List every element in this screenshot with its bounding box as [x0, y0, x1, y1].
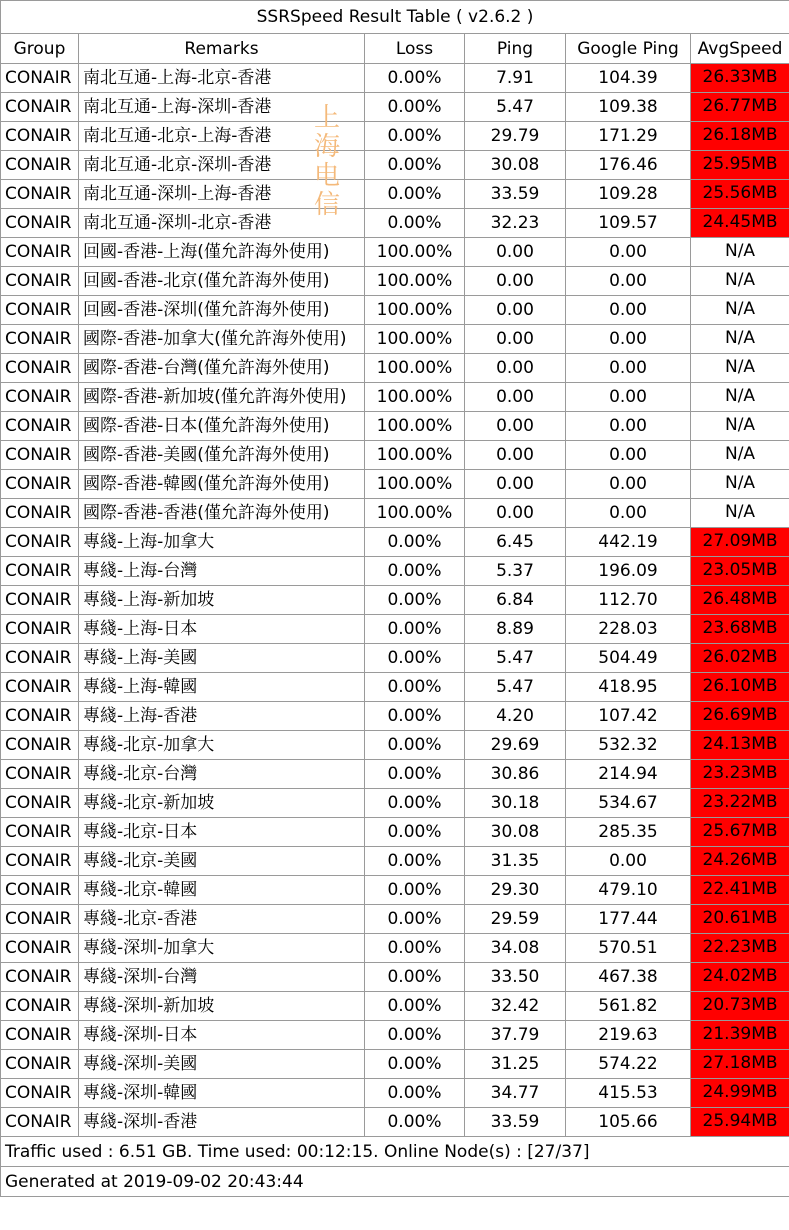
cell-group: CONAIR: [1, 1050, 79, 1079]
table-row: [1, 470, 789, 499]
cell-loss: 0.00%: [365, 847, 465, 876]
cell-loss: 0.00%: [365, 151, 465, 180]
cell-ping: 0.00: [465, 296, 566, 325]
cell-google-ping: 176.46: [566, 151, 691, 180]
cell-ping: 29.69: [465, 731, 566, 760]
table-row: [1, 499, 789, 528]
footer-generated-row: [1, 1167, 789, 1197]
cell-remarks: 國際-香港-台灣(僅允許海外使用): [79, 354, 365, 383]
cell-remarks: 回國-香港-深圳(僅允許海外使用): [79, 296, 365, 325]
cell-remarks: 專綫-北京-美國: [79, 847, 365, 876]
table-title: SSRSpeed Result Table ( v2.6.2 ): [1, 1, 789, 34]
cell-group: CONAIR: [1, 644, 79, 673]
cell-loss: 100.00%: [365, 470, 465, 499]
header-ping: Ping: [465, 34, 566, 64]
cell-ping: 34.08: [465, 934, 566, 963]
cell-group: CONAIR: [1, 325, 79, 354]
header-row: [1, 34, 789, 64]
cell-group: CONAIR: [1, 238, 79, 267]
cell-loss: 0.00%: [365, 586, 465, 615]
cell-remarks: 專綫-北京-日本: [79, 818, 365, 847]
cell-group: CONAIR: [1, 93, 79, 122]
cell-google-ping: 104.39: [566, 64, 691, 93]
cell-ping: 33.50: [465, 963, 566, 992]
generated-timestamp: Generated at 2019-09-02 20:43:44: [1, 1167, 789, 1197]
cell-google-ping: 0.00: [566, 325, 691, 354]
cell-ping: 30.08: [465, 818, 566, 847]
cell-google-ping: 0.00: [566, 441, 691, 470]
cell-remarks: 南北互通-北京-深圳-香港: [79, 151, 365, 180]
cell-group: CONAIR: [1, 557, 79, 586]
cell-remarks: 國際-香港-香港(僅允許海外使用): [79, 499, 365, 528]
cell-group: CONAIR: [1, 383, 79, 412]
cell-avgspeed: 25.95MB: [691, 151, 789, 180]
cell-remarks: 專綫-上海-台灣: [79, 557, 365, 586]
cell-avgspeed: 25.67MB: [691, 818, 789, 847]
cell-ping: 34.77: [465, 1079, 566, 1108]
cell-remarks: 專綫-深圳-加拿大: [79, 934, 365, 963]
cell-ping: 0.00: [465, 383, 566, 412]
cell-remarks: 回國-香港-北京(僅允許海外使用): [79, 267, 365, 296]
cell-avgspeed: 20.73MB: [691, 992, 789, 1021]
cell-group: CONAIR: [1, 876, 79, 905]
cell-loss: 0.00%: [365, 1079, 465, 1108]
cell-ping: 33.59: [465, 1108, 566, 1137]
cell-remarks: 專綫-上海-日本: [79, 615, 365, 644]
cell-remarks: 專綫-北京-新加坡: [79, 789, 365, 818]
table-row: [1, 296, 789, 325]
cell-remarks: 專綫-上海-加拿大: [79, 528, 365, 557]
cell-google-ping: 534.67: [566, 789, 691, 818]
cell-ping: 32.23: [465, 209, 566, 238]
cell-loss: 100.00%: [365, 354, 465, 383]
cell-avgspeed: 26.48MB: [691, 586, 789, 615]
cell-remarks: 國際-香港-日本(僅允許海外使用): [79, 412, 365, 441]
cell-group: CONAIR: [1, 412, 79, 441]
watermark-char: 海: [313, 132, 340, 162]
cell-group: CONAIR: [1, 499, 79, 528]
cell-loss: 0.00%: [365, 64, 465, 93]
watermark-char: 信: [313, 190, 340, 220]
cell-remarks: 南北互通-深圳-上海-香港: [79, 180, 365, 209]
table-row: [1, 151, 789, 180]
cell-remarks: 專綫-北京-台灣: [79, 760, 365, 789]
table-row: [1, 354, 789, 383]
cell-group: CONAIR: [1, 528, 79, 557]
cell-ping: 29.30: [465, 876, 566, 905]
cell-google-ping: 109.38: [566, 93, 691, 122]
cell-google-ping: 0.00: [566, 470, 691, 499]
cell-loss: 0.00%: [365, 615, 465, 644]
cell-google-ping: 112.70: [566, 586, 691, 615]
cell-avgspeed: N/A: [691, 412, 789, 441]
cell-google-ping: 570.51: [566, 934, 691, 963]
cell-loss: 100.00%: [365, 325, 465, 354]
cell-ping: 0.00: [465, 412, 566, 441]
cell-google-ping: 285.35: [566, 818, 691, 847]
cell-loss: 0.00%: [365, 122, 465, 151]
cell-loss: 0.00%: [365, 1108, 465, 1137]
cell-ping: 5.47: [465, 93, 566, 122]
cell-remarks: 專綫-深圳-新加坡: [79, 992, 365, 1021]
cell-ping: 0.00: [465, 325, 566, 354]
cell-loss: 100.00%: [365, 441, 465, 470]
cell-loss: 0.00%: [365, 905, 465, 934]
table-row: [1, 209, 789, 238]
table-row: [1, 760, 789, 789]
cell-loss: 100.00%: [365, 238, 465, 267]
cell-remarks: 國際-香港-加拿大(僅允許海外使用): [79, 325, 365, 354]
cell-avgspeed: 24.02MB: [691, 963, 789, 992]
table-row: [1, 876, 789, 905]
cell-avgspeed: 26.10MB: [691, 673, 789, 702]
cell-avgspeed: N/A: [691, 470, 789, 499]
cell-group: CONAIR: [1, 905, 79, 934]
cell-avgspeed: 23.68MB: [691, 615, 789, 644]
traffic-summary: Traffic used : 6.51 GB. Time used: 00:12:15. Online Node(s) : [27/37]: [1, 1137, 789, 1167]
cell-loss: 0.00%: [365, 644, 465, 673]
cell-remarks: 專綫-上海-韓國: [79, 673, 365, 702]
cell-google-ping: 177.44: [566, 905, 691, 934]
cell-ping: 31.35: [465, 847, 566, 876]
cell-ping: 5.37: [465, 557, 566, 586]
cell-group: CONAIR: [1, 586, 79, 615]
cell-avgspeed: 26.33MB: [691, 64, 789, 93]
table-row: [1, 963, 789, 992]
cell-remarks: 國際-香港-美國(僅允許海外使用): [79, 441, 365, 470]
cell-loss: 0.00%: [365, 93, 465, 122]
cell-avgspeed: 22.23MB: [691, 934, 789, 963]
table-row: [1, 644, 789, 673]
cell-avgspeed: 25.56MB: [691, 180, 789, 209]
cell-group: CONAIR: [1, 122, 79, 151]
cell-avgspeed: 23.22MB: [691, 789, 789, 818]
table-row: [1, 1021, 789, 1050]
cell-avgspeed: 20.61MB: [691, 905, 789, 934]
table-row: [1, 673, 789, 702]
table-row: [1, 934, 789, 963]
cell-remarks: 南北互通-深圳-北京-香港: [79, 209, 365, 238]
cell-loss: 0.00%: [365, 1021, 465, 1050]
cell-group: CONAIR: [1, 296, 79, 325]
cell-ping: 4.20: [465, 702, 566, 731]
table-row: [1, 1050, 789, 1079]
cell-remarks: 專綫-深圳-台灣: [79, 963, 365, 992]
cell-loss: 0.00%: [365, 760, 465, 789]
cell-remarks: 專綫-深圳-香港: [79, 1108, 365, 1137]
cell-remarks: 南北互通-北京-上海-香港: [79, 122, 365, 151]
cell-avgspeed: 23.23MB: [691, 760, 789, 789]
cell-avgspeed: 26.77MB: [691, 93, 789, 122]
cell-group: CONAIR: [1, 847, 79, 876]
cell-ping: 30.86: [465, 760, 566, 789]
table-row: [1, 1079, 789, 1108]
cell-avgspeed: 26.02MB: [691, 644, 789, 673]
cell-group: CONAIR: [1, 760, 79, 789]
cell-ping: 8.89: [465, 615, 566, 644]
cell-google-ping: 214.94: [566, 760, 691, 789]
table-row: [1, 180, 789, 209]
cell-ping: 30.08: [465, 151, 566, 180]
table-row: [1, 122, 789, 151]
table-row: [1, 383, 789, 412]
cell-loss: 0.00%: [365, 673, 465, 702]
table-row: [1, 702, 789, 731]
cell-loss: 100.00%: [365, 499, 465, 528]
cell-google-ping: 418.95: [566, 673, 691, 702]
cell-remarks: 國際-香港-新加坡(僅允許海外使用): [79, 383, 365, 412]
cell-avgspeed: 27.09MB: [691, 528, 789, 557]
cell-avgspeed: 24.99MB: [691, 1079, 789, 1108]
cell-remarks: 專綫-上海-美國: [79, 644, 365, 673]
title-row: [1, 1, 789, 34]
table-row: [1, 818, 789, 847]
cell-avgspeed: 23.05MB: [691, 557, 789, 586]
header-remarks: Remarks: [79, 34, 365, 64]
cell-group: CONAIR: [1, 441, 79, 470]
table-row: [1, 93, 789, 122]
cell-remarks: 專綫-上海-新加坡: [79, 586, 365, 615]
cell-avgspeed: 25.94MB: [691, 1108, 789, 1137]
table-row: [1, 905, 789, 934]
cell-google-ping: 0.00: [566, 296, 691, 325]
cell-remarks: 南北互通-上海-深圳-香港: [79, 93, 365, 122]
cell-loss: 100.00%: [365, 267, 465, 296]
cell-remarks: 專綫-深圳-日本: [79, 1021, 365, 1050]
header-group: Group: [1, 34, 79, 64]
cell-google-ping: 171.29: [566, 122, 691, 151]
cell-google-ping: 0.00: [566, 847, 691, 876]
cell-remarks: 專綫-深圳-美國: [79, 1050, 365, 1079]
cell-remarks: 國際-香港-韓國(僅允許海外使用): [79, 470, 365, 499]
cell-group: CONAIR: [1, 992, 79, 1021]
cell-google-ping: 504.49: [566, 644, 691, 673]
cell-avgspeed: 22.41MB: [691, 876, 789, 905]
table-row: [1, 586, 789, 615]
cell-google-ping: 0.00: [566, 412, 691, 441]
table-row: [1, 238, 789, 267]
table-row: [1, 992, 789, 1021]
cell-ping: 0.00: [465, 470, 566, 499]
cell-loss: 100.00%: [365, 296, 465, 325]
cell-loss: 100.00%: [365, 412, 465, 441]
cell-group: CONAIR: [1, 151, 79, 180]
cell-group: CONAIR: [1, 673, 79, 702]
cell-remarks: 專綫-北京-香港: [79, 905, 365, 934]
cell-google-ping: 442.19: [566, 528, 691, 557]
cell-avgspeed: N/A: [691, 267, 789, 296]
cell-remarks: 專綫-上海-香港: [79, 702, 365, 731]
cell-avgspeed: N/A: [691, 499, 789, 528]
cell-google-ping: 467.38: [566, 963, 691, 992]
cell-group: CONAIR: [1, 934, 79, 963]
cell-remarks: 專綫-北京-韓國: [79, 876, 365, 905]
cell-loss: 0.00%: [365, 1050, 465, 1079]
cell-ping: 5.47: [465, 644, 566, 673]
cell-ping: 29.79: [465, 122, 566, 151]
cell-group: CONAIR: [1, 1108, 79, 1137]
table-row: [1, 847, 789, 876]
cell-ping: 31.25: [465, 1050, 566, 1079]
cell-group: CONAIR: [1, 180, 79, 209]
cell-ping: 7.91: [465, 64, 566, 93]
cell-google-ping: 561.82: [566, 992, 691, 1021]
cell-loss: 100.00%: [365, 383, 465, 412]
cell-google-ping: 0.00: [566, 499, 691, 528]
cell-group: CONAIR: [1, 267, 79, 296]
cell-loss: 0.00%: [365, 209, 465, 238]
cell-avgspeed: N/A: [691, 325, 789, 354]
cell-google-ping: 0.00: [566, 383, 691, 412]
cell-ping: 37.79: [465, 1021, 566, 1050]
cell-ping: 0.00: [465, 354, 566, 383]
watermark-char: 电: [313, 161, 340, 191]
cell-group: CONAIR: [1, 470, 79, 499]
cell-avgspeed: 26.18MB: [691, 122, 789, 151]
cell-google-ping: 0.00: [566, 354, 691, 383]
cell-ping: 5.47: [465, 673, 566, 702]
cell-loss: 0.00%: [365, 789, 465, 818]
table-row: [1, 789, 789, 818]
header-avgspeed: AvgSpeed: [691, 34, 789, 64]
table-row: [1, 441, 789, 470]
cell-google-ping: 109.57: [566, 209, 691, 238]
cell-loss: 0.00%: [365, 963, 465, 992]
cell-avgspeed: N/A: [691, 441, 789, 470]
footer-traffic-row: [1, 1137, 789, 1167]
cell-google-ping: 0.00: [566, 238, 691, 267]
cell-remarks: 南北互通-上海-北京-香港: [79, 64, 365, 93]
cell-group: CONAIR: [1, 963, 79, 992]
cell-google-ping: 196.09: [566, 557, 691, 586]
cell-ping: 33.59: [465, 180, 566, 209]
table-row: [1, 412, 789, 441]
cell-loss: 0.00%: [365, 876, 465, 905]
cell-ping: 29.59: [465, 905, 566, 934]
cell-avgspeed: 26.69MB: [691, 702, 789, 731]
cell-avgspeed: N/A: [691, 354, 789, 383]
cell-group: CONAIR: [1, 64, 79, 93]
cell-google-ping: 479.10: [566, 876, 691, 905]
cell-ping: 0.00: [465, 267, 566, 296]
cell-avgspeed: 21.39MB: [691, 1021, 789, 1050]
cell-remarks: 回國-香港-上海(僅允許海外使用): [79, 238, 365, 267]
watermark-char: 上: [313, 103, 340, 133]
cell-avgspeed: 24.45MB: [691, 209, 789, 238]
cell-avgspeed: 24.26MB: [691, 847, 789, 876]
header-google-ping: Google Ping: [566, 34, 691, 64]
cell-remarks: 專綫-北京-加拿大: [79, 731, 365, 760]
cell-loss: 0.00%: [365, 934, 465, 963]
cell-remarks: 專綫-深圳-韓國: [79, 1079, 365, 1108]
cell-loss: 0.00%: [365, 731, 465, 760]
cell-loss: 0.00%: [365, 992, 465, 1021]
cell-ping: 0.00: [465, 499, 566, 528]
cell-loss: 0.00%: [365, 702, 465, 731]
cell-avgspeed: N/A: [691, 296, 789, 325]
cell-group: CONAIR: [1, 1079, 79, 1108]
cell-google-ping: 109.28: [566, 180, 691, 209]
cell-loss: 0.00%: [365, 180, 465, 209]
cell-avgspeed: 27.18MB: [691, 1050, 789, 1079]
cell-group: CONAIR: [1, 209, 79, 238]
cell-ping: 0.00: [465, 238, 566, 267]
cell-avgspeed: 24.13MB: [691, 731, 789, 760]
table-row: [1, 1108, 789, 1137]
cell-google-ping: 532.32: [566, 731, 691, 760]
cell-google-ping: 219.63: [566, 1021, 691, 1050]
table-row: [1, 615, 789, 644]
cell-ping: 6.84: [465, 586, 566, 615]
cell-loss: 0.00%: [365, 557, 465, 586]
cell-ping: 6.45: [465, 528, 566, 557]
cell-ping: 0.00: [465, 441, 566, 470]
cell-group: CONAIR: [1, 731, 79, 760]
cell-google-ping: 105.66: [566, 1108, 691, 1137]
cell-avgspeed: N/A: [691, 383, 789, 412]
cell-loss: 0.00%: [365, 528, 465, 557]
cell-ping: 30.18: [465, 789, 566, 818]
cell-group: CONAIR: [1, 1021, 79, 1050]
cell-loss: 0.00%: [365, 818, 465, 847]
cell-group: CONAIR: [1, 615, 79, 644]
cell-avgspeed: N/A: [691, 238, 789, 267]
table-row: [1, 325, 789, 354]
cell-google-ping: 415.53: [566, 1079, 691, 1108]
cell-group: CONAIR: [1, 789, 79, 818]
table-row: [1, 528, 789, 557]
cell-group: CONAIR: [1, 818, 79, 847]
cell-google-ping: 228.03: [566, 615, 691, 644]
cell-ping: 32.42: [465, 992, 566, 1021]
cell-group: CONAIR: [1, 354, 79, 383]
table-row: [1, 731, 789, 760]
header-loss: Loss: [365, 34, 465, 64]
table-row: [1, 267, 789, 296]
cell-group: CONAIR: [1, 702, 79, 731]
cell-google-ping: 107.42: [566, 702, 691, 731]
table-row: [1, 557, 789, 586]
table-row: [1, 64, 789, 93]
cell-google-ping: 0.00: [566, 267, 691, 296]
cell-google-ping: 574.22: [566, 1050, 691, 1079]
